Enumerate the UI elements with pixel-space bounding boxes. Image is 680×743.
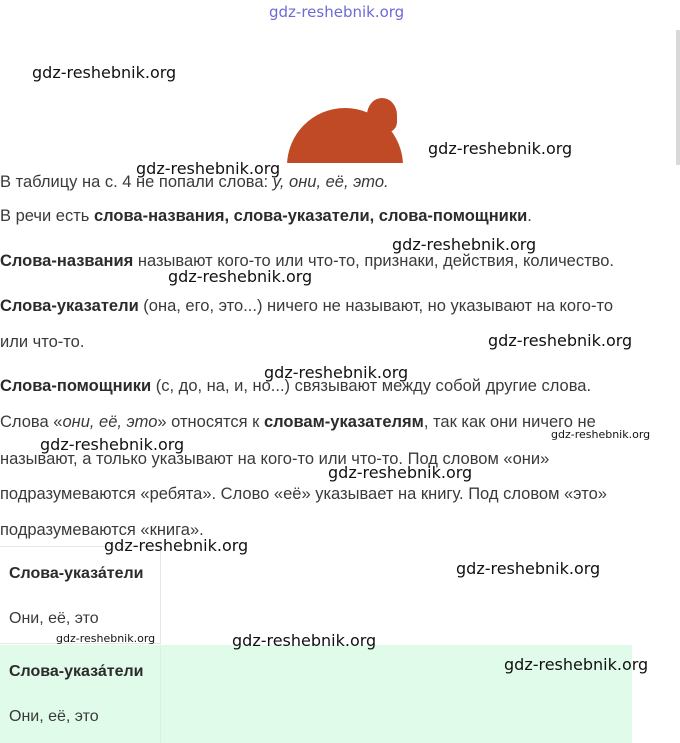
watermark: gdz-reshebnik.org bbox=[232, 631, 377, 650]
watermark: gdz-reshebnik.org bbox=[456, 559, 601, 578]
watermark: gdz-reshebnik.org bbox=[551, 428, 651, 441]
watermark: gdz-reshebnik.org bbox=[104, 536, 249, 555]
watermark: gdz-reshebnik.org bbox=[40, 435, 185, 454]
paragraph-4-rest: (она, его, это...) ничего не называют, но указывают на кого-то bbox=[138, 297, 613, 315]
watermark: gdz-reshebnik.org bbox=[56, 632, 156, 645]
scrollbar[interactable] bbox=[676, 30, 680, 165]
paragraph-3-rest: называют кого-то или что-то, признаки, действия, количество. bbox=[133, 252, 614, 270]
watermark: gdz-reshebnik.org bbox=[428, 139, 573, 158]
paragraph-1-words: у, они, её, это. bbox=[272, 173, 389, 191]
paragraph-6 bbox=[0, 412, 596, 432]
paragraph-6-line-4: подразумеваются «книга». bbox=[0, 521, 204, 539]
paragraph-6-line-3: подразумеваются «ребята». Слово «её» указывает на книгу. Под словом «это» bbox=[0, 485, 607, 503]
table-header: Слова-указа́тели bbox=[9, 565, 144, 582]
paragraph-2-lead: В речи есть bbox=[0, 207, 94, 225]
paragraph-4-term: Слова-указатели bbox=[0, 297, 139, 315]
paragraph-1-lead: В таблицу на с. 4 не попали слова: bbox=[0, 173, 273, 191]
watermark: gdz-reshebnik.org bbox=[32, 63, 177, 82]
pointer-words-table bbox=[0, 546, 161, 644]
paragraph-6-b: они, её, это bbox=[62, 413, 158, 431]
illustration-dome bbox=[287, 98, 403, 163]
watermark: gdz-reshebnik.org bbox=[504, 655, 649, 674]
paragraph-2 bbox=[0, 206, 532, 226]
table-cell: Они, её, это bbox=[9, 610, 99, 627]
watermark: gdz-reshebnik.org bbox=[264, 363, 409, 382]
watermark: gdz-reshebnik.org bbox=[269, 3, 405, 21]
paragraph-4-line-2: или что-то. bbox=[0, 333, 85, 351]
paragraph-6-c: » относятся к bbox=[157, 413, 264, 431]
watermark: gdz-reshebnik.org bbox=[488, 331, 633, 350]
paragraph-4 bbox=[0, 296, 613, 316]
watermark: gdz-reshebnik.org bbox=[328, 463, 473, 482]
watermark: gdz-reshebnik.org bbox=[168, 267, 313, 286]
paragraph-6-d: словам-указателям bbox=[263, 413, 424, 431]
paragraph-3-term: Слова-названия bbox=[0, 252, 134, 270]
answer-table bbox=[0, 645, 161, 743]
watermark: gdz-reshebnik.org bbox=[392, 235, 537, 254]
paragraph-2-end: . bbox=[527, 207, 532, 225]
paragraph-6-e: , так как они ничего не bbox=[423, 413, 596, 431]
paragraph-5-rest: (с, до, на, и, но...) связывают между собой другие слова. bbox=[151, 377, 592, 395]
paragraph-2-terms: слова-названия, слова-указатели, слова-помощники bbox=[93, 207, 528, 225]
answer-table-cell: Они, её, это bbox=[9, 708, 99, 725]
paragraph-6-a: Слова « bbox=[0, 413, 63, 431]
paragraph-6-line-2: называют, а только указывают на кого-то или что-то. Под словом «они» bbox=[0, 450, 550, 468]
answer-table-header: Слова-указа́тели bbox=[9, 663, 144, 680]
paragraph-5-term: Слова-помощники bbox=[0, 377, 152, 395]
watermark: gdz-reshebnik.org bbox=[136, 159, 281, 178]
